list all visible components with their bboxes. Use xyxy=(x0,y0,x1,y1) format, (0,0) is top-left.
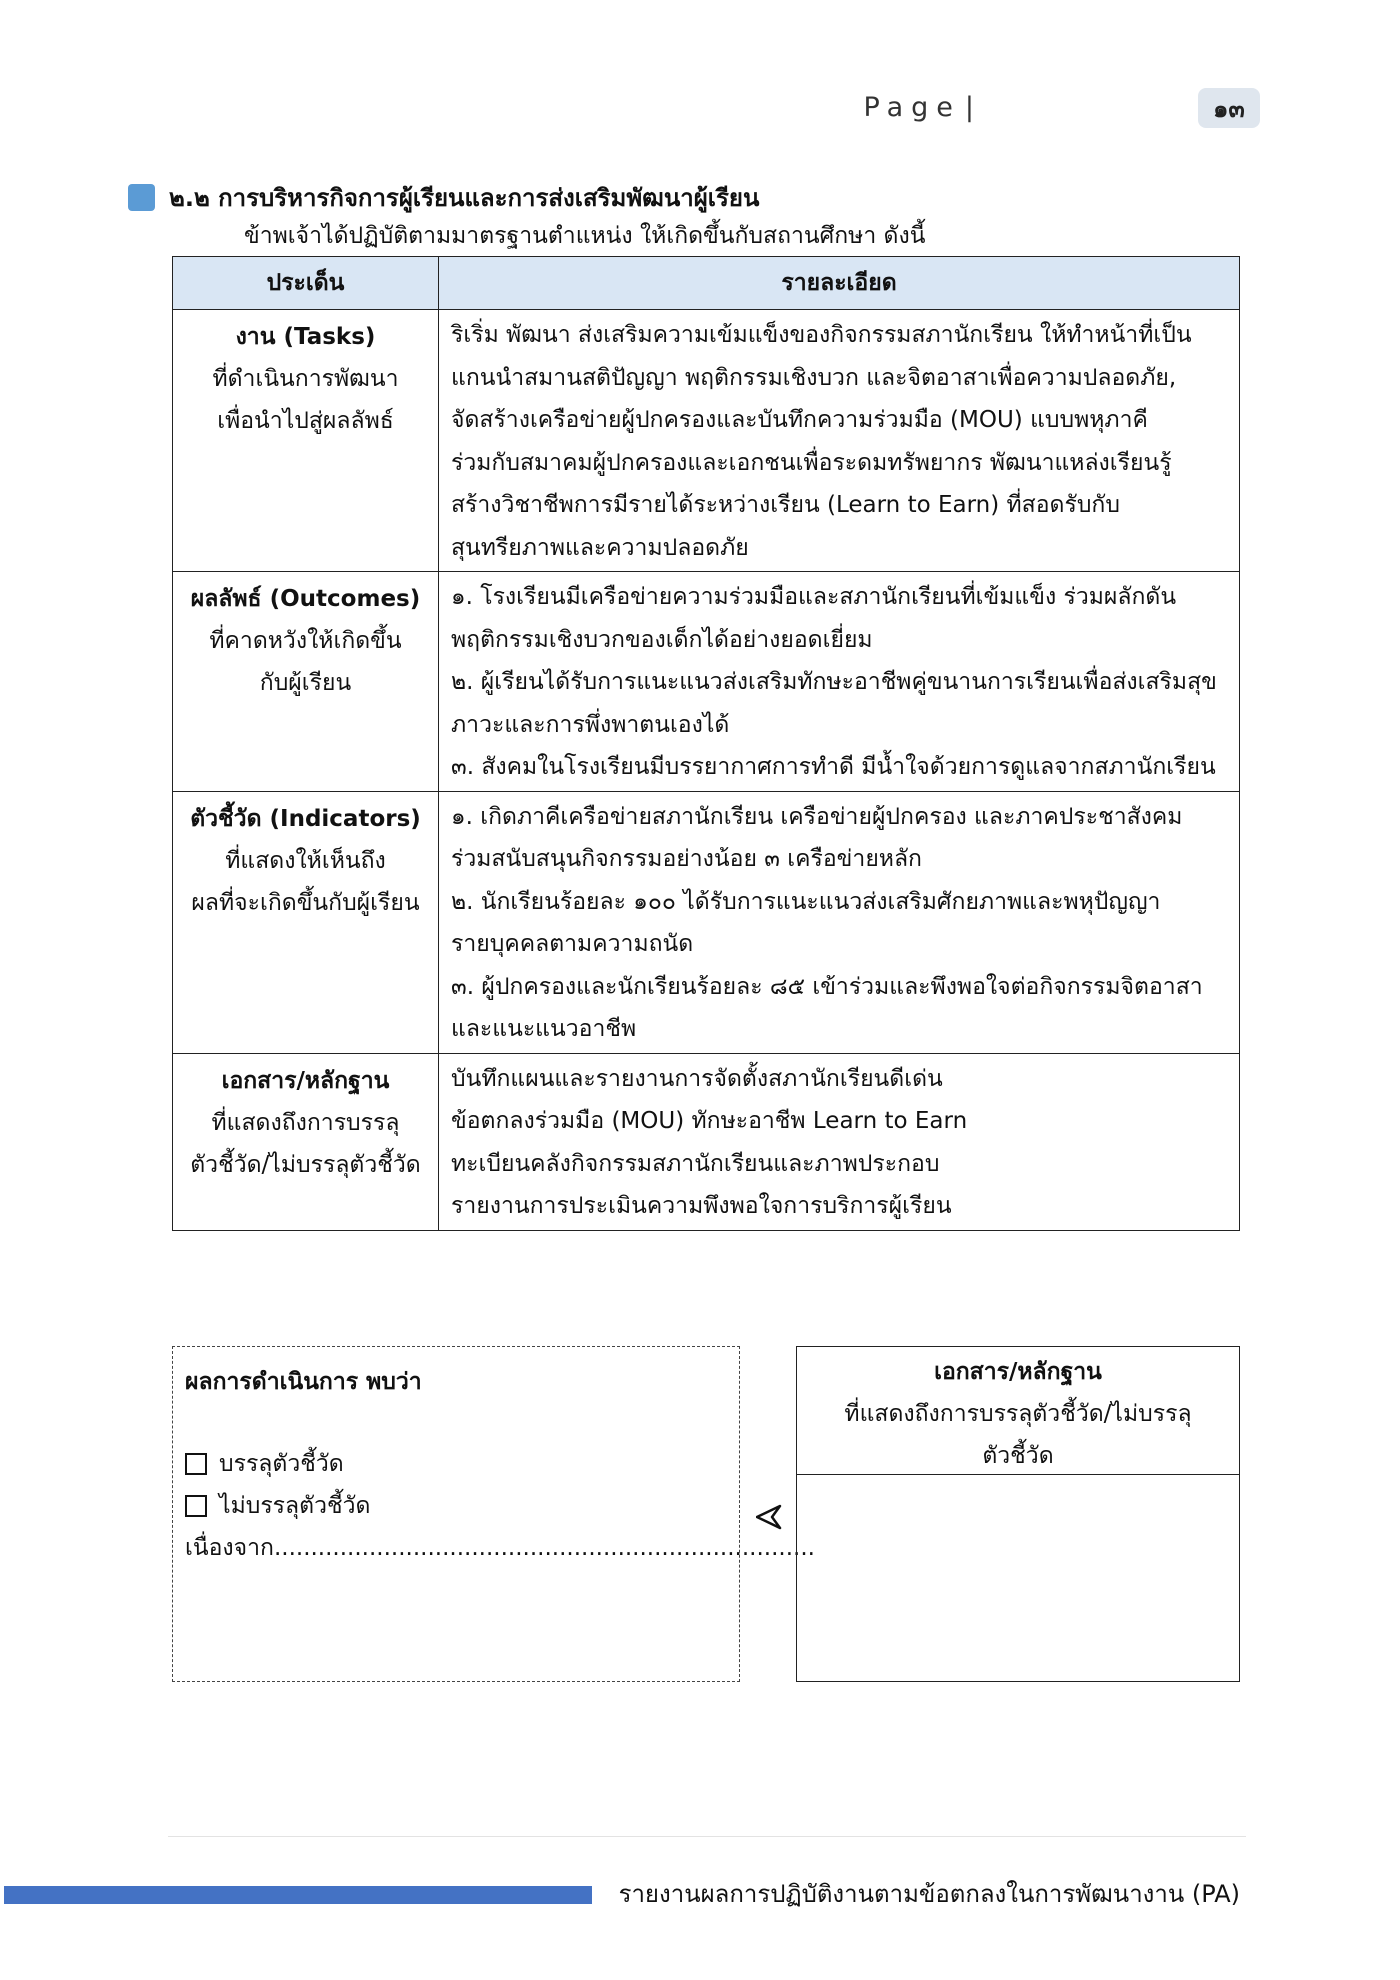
detail-line: ๒. นักเรียนร้อยละ ๑๐๐ ได้รับการแนะแนวส่งเสริมศักยภาพและพหุปัญญา xyxy=(451,888,1161,915)
row-label xyxy=(173,791,439,1053)
header-topic: ประเด็น xyxy=(173,257,439,310)
row-label xyxy=(173,572,439,792)
row-detail xyxy=(439,572,1240,792)
row-label-sub: ผลที่จะเกิดขึ้นกับผู้เรียน xyxy=(191,889,420,916)
section-heading xyxy=(128,178,759,217)
detail-line: ๓. สังคมในโรงเรียนมีบรรยากาศการทำดี มีน้ำใจด้วยการดูแลจากสภานักเรียน xyxy=(451,754,1216,780)
detail-line: ๒. ผู้เรียนได้รับการแนะแนวส่งเสริมทักษะอาชีพคู่ขนานการเรียนเพื่อส่งเสริมสุข xyxy=(451,669,1217,695)
row-label-sub: ที่แสดงถึงการบรรลุ xyxy=(211,1109,400,1136)
row-label xyxy=(173,310,439,572)
page-label: Page xyxy=(863,92,961,123)
detail-line: จัดสร้างเครือข่ายผู้ปกครองและบันทึกความร่วมมือ (MOU) แบบพหุภาคี xyxy=(451,407,1148,433)
detail-line: ร่วมสนับสนุนกิจกรรมอย่างน้อย ๓ เครือข่ายหลัก xyxy=(451,846,922,872)
table-row xyxy=(173,791,1240,1053)
reason-line: เนื่องจาก.......................................................................... xyxy=(185,1535,815,1561)
row-detail xyxy=(439,310,1240,572)
row-label-sub: ที่แสดงให้เห็นถึง xyxy=(225,847,386,874)
footer-text: รายงานผลการปฏิบัติงานตามข้อตกลงในการพัฒนางาน (PA) xyxy=(618,1880,1240,1908)
footer-divider xyxy=(168,1836,1246,1837)
table-row xyxy=(173,1053,1240,1230)
evidence-title: เอกสาร/หลักฐาน xyxy=(934,1359,1102,1385)
page-number: ๑๓ xyxy=(1198,88,1260,128)
detail-line: ทะเบียนคลังกิจกรรมสภานักเรียนและภาพประกอบ xyxy=(451,1150,940,1177)
table-header-row xyxy=(173,257,1240,310)
page-header xyxy=(692,92,992,123)
row-label-main: เอกสาร/หลักฐาน xyxy=(221,1067,390,1094)
detail-line: บันทึกแผนและรายงานการจัดตั้งสภานักเรียนดีเด่น xyxy=(451,1065,943,1092)
standards-table xyxy=(172,256,1240,1231)
row-label-main: ผลลัพธ์ (Outcomes) xyxy=(190,586,421,612)
evidence-header xyxy=(797,1347,1239,1475)
evidence-subtitle-1: ที่แสดงถึงการบรรลุตัวชี้วัด/ไม่บรรลุ xyxy=(844,1401,1192,1427)
row-detail xyxy=(439,1053,1240,1230)
square-bullet-icon xyxy=(128,184,155,211)
row-detail xyxy=(439,791,1240,1053)
footer-accent-bar xyxy=(4,1886,592,1904)
row-label-sub: กับผู้เรียน xyxy=(259,670,352,696)
detail-line: ๓. ผู้ปกครองและนักเรียนร้อยละ ๘๕ เข้าร่วมและพึงพอใจต่อกิจกรรมจิตอาสา xyxy=(451,973,1203,1000)
section-intro: ข้าพเจ้าได้ปฏิบัติตามมาตรฐานตำแหน่ง ให้เกิดขึ้นกับสถานศึกษา ดังนี้ xyxy=(244,223,926,249)
detail-line: ๑. เกิดภาคีเครือข่ายสภานักเรียน เครือข่ายผู้ปกครอง และภาคประชาสังคม xyxy=(451,803,1183,830)
achieved-label: บรรลุตัวชี้วัด xyxy=(219,1451,344,1477)
detail-line: แกนนำสมานสติปัญญา พฤติกรรมเชิงบวก และจิตอาสาเพื่อความปลอดภัย, xyxy=(451,364,1177,391)
detail-line: ริเริ่ม พัฒนา ส่งเสริมความเข้มแข็งของกิจกรรมสภานักเรียน ให้ทำหน้าที่เป็น xyxy=(451,322,1192,348)
table-row xyxy=(173,572,1240,792)
row-label-sub: เพื่อนำไปสู่ผลลัพธ์ xyxy=(217,408,394,434)
detail-line: สร้างวิชาชีพการมีรายได้ระหว่างเรียน (Learn to Earn) ที่สอดรับกับ xyxy=(451,492,1120,518)
option-achieved[interactable] xyxy=(185,1443,727,1485)
not-achieved-label: ไม่บรรลุตัวชี้วัด xyxy=(219,1493,371,1519)
header-detail: รายละเอียด xyxy=(439,257,1240,310)
detail-line: และแนะแนวอาชีพ xyxy=(451,1016,637,1042)
result-title: ผลการดำเนินการ พบว่า xyxy=(185,1369,422,1395)
result-box xyxy=(172,1346,815,1682)
detail-line: ภาวะและการพึ่งพาตนเองได้ xyxy=(451,711,730,738)
page-separator: | xyxy=(964,92,974,123)
detail-line: ๑. โรงเรียนมีเครือข่ายความร่วมมือและสภานักเรียนที่เข้มแข็ง ร่วมผลักดัน xyxy=(451,584,1177,610)
detail-line: สุนทรียภาพและความปลอดภัย xyxy=(451,534,749,561)
detail-line: พฤติกรรมเชิงบวกของเด็กได้อย่างยอดเยี่ยม xyxy=(451,626,873,653)
section-title: ๒.๒ การบริหารกิจการผู้เรียนและการส่งเสริมพัฒนาผู้เรียน xyxy=(169,184,760,212)
detail-line: ข้อตกลงร่วมมือ (MOU) ทักษะอาชีพ Learn to Earn xyxy=(451,1108,968,1134)
row-label-main: งาน (Tasks) xyxy=(235,324,376,350)
detail-line: รายบุคคลตามความถนัด xyxy=(451,931,694,957)
arrow-left-icon xyxy=(756,1503,782,1539)
detail-line: รายงานการประเมินความพึงพอใจการบริการผู้เรียน xyxy=(451,1193,952,1219)
row-label-sub: ที่คาดหวังให้เกิดขึ้น xyxy=(209,628,402,654)
detail-line: ร่วมกับสมาคมผู้ปกครองและเอกชนเพื่อระดมทรัพยากร พัฒนาแหล่งเรียนรู้ xyxy=(451,449,1172,476)
row-label-sub: ตัวชี้วัด/ไม่บรรลุตัวชี้วัด xyxy=(190,1151,421,1178)
evidence-box xyxy=(796,1346,1240,1682)
table-row xyxy=(173,310,1240,572)
row-label-sub: ที่ดำเนินการพัฒนา xyxy=(212,366,399,392)
evidence-subtitle-2: ตัวชี้วัด xyxy=(982,1443,1054,1469)
row-label-main: ตัวชี้วัด (Indicators) xyxy=(190,805,421,832)
option-not-achieved[interactable] xyxy=(185,1485,727,1527)
row-label xyxy=(173,1053,439,1230)
achieved-checkbox[interactable] xyxy=(185,1453,207,1475)
not-achieved-checkbox[interactable] xyxy=(185,1495,207,1517)
